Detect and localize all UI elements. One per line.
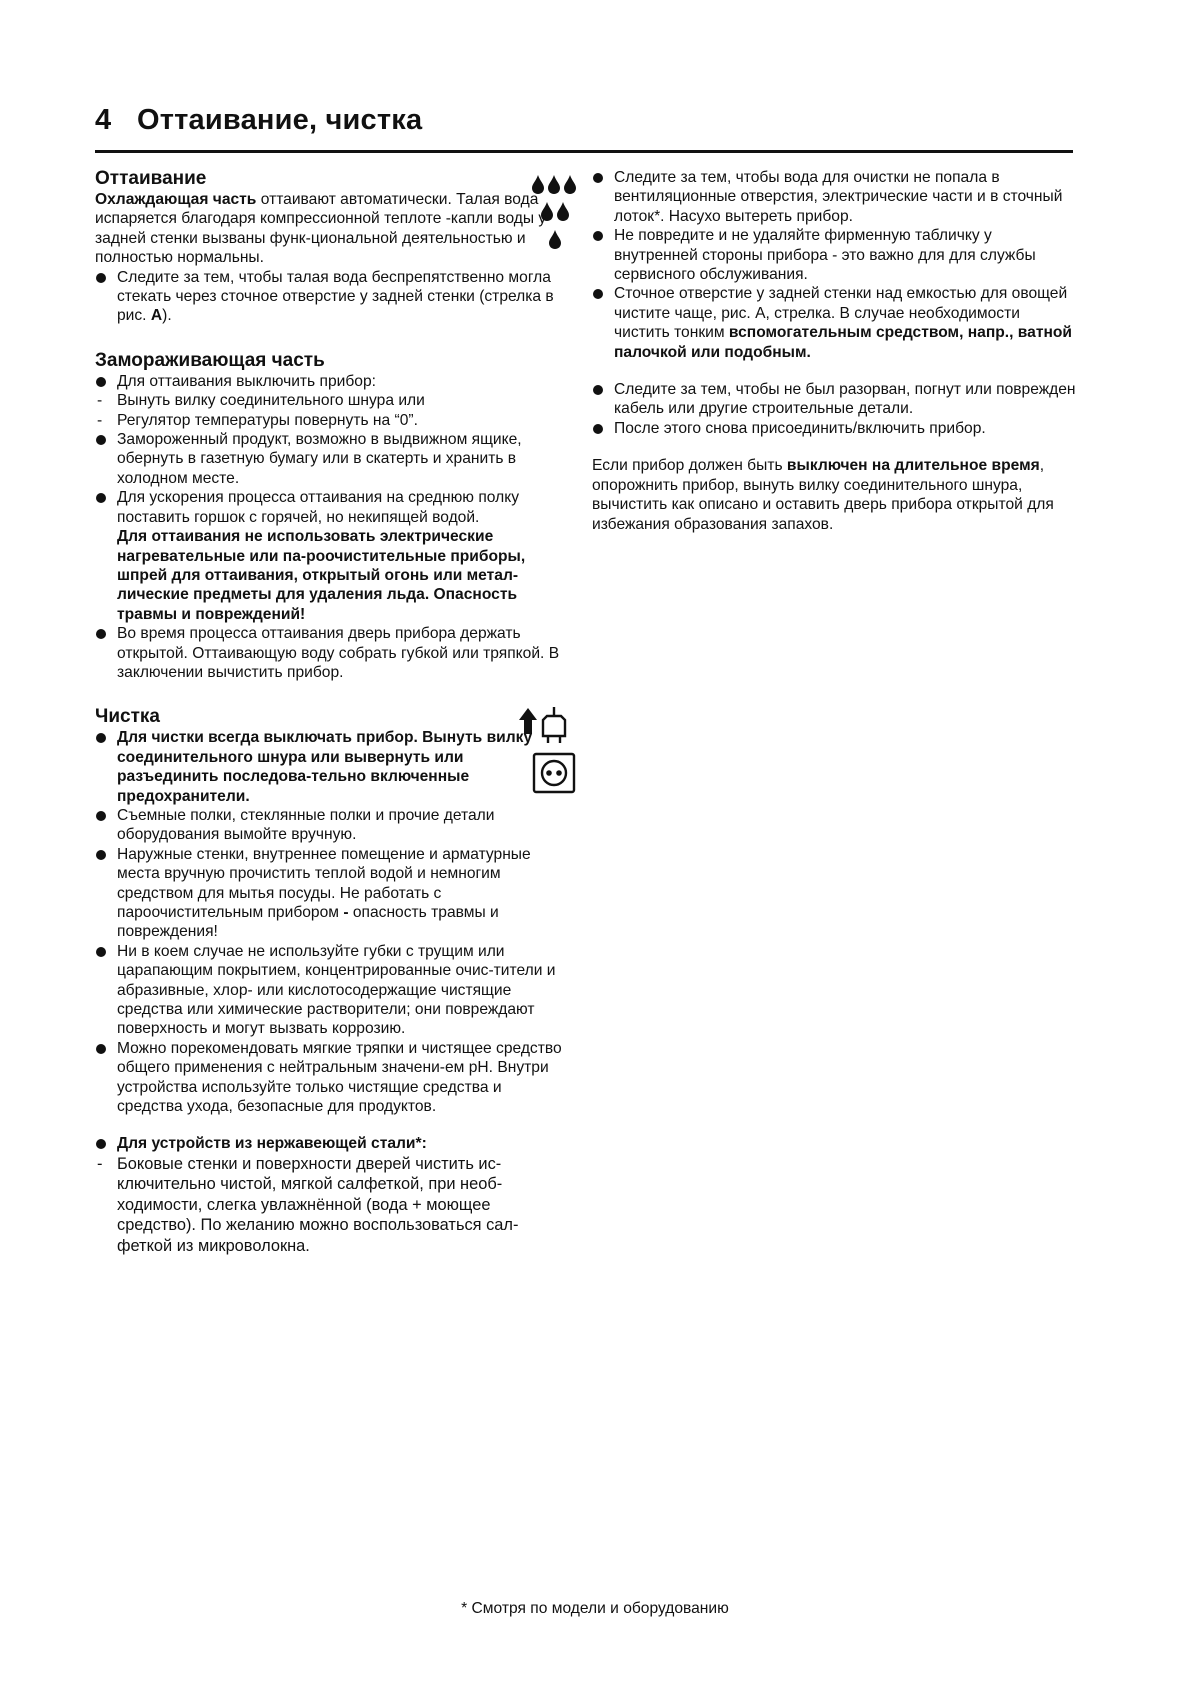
list-item: Следите за тем, чтобы вода для очистки не попала в вентиляционные отверстия, электрические части и в сточный лоток*. Насухо вытереть прибор. xyxy=(592,168,1077,226)
bullet-dot-icon xyxy=(593,289,603,299)
defrost-heading: Оттаивание xyxy=(95,168,207,189)
bullet-dot-icon xyxy=(96,1044,106,1054)
list-item: Сточное отверстие у задней стенки над емкостью для овощей чистите чаще, рис. А, стрелка. В случае необходимости чистить тонким вспомогательным средством, напр., ватной палочкой или подобным. xyxy=(592,284,1077,362)
list-item: Следите за тем, чтобы талая вода беспрепятственно могла стекать через сточное отверстие у задней стенки (стрелка в рис. A). xyxy=(95,268,570,326)
bullet-dot-icon xyxy=(593,385,603,395)
list-item: Замороженный продукт, возможно в выдвижном ящике, обернуть в газетную бумагу или в скатерть и хранить в холодном месте. xyxy=(95,430,570,488)
list-item: - Боковые стенки и поверхности дверей чистить ис-ключительно чистой, мягкой салфеткой, при необ-ходимости, слегка увлажнённой (вода + моющее средство). По желанию можно воспользоваться сал-феткой из микроволокна. xyxy=(97,1154,519,1255)
chapter-title: Оттаивание, чистка xyxy=(137,104,423,136)
bullet-dot-icon xyxy=(593,231,603,241)
right-column xyxy=(592,168,1077,534)
page-title xyxy=(95,104,422,137)
list-item: Следите за тем, чтобы не был разорван, погнут или поврежден кабель или другие строительные детали. xyxy=(592,380,1077,419)
bullet-dot-icon xyxy=(593,424,603,434)
cleaning-heading: Чистка xyxy=(95,706,160,728)
bullet-dot-icon xyxy=(593,173,603,183)
bullet-dot-icon xyxy=(96,435,106,445)
left-column xyxy=(95,168,570,1256)
title-rule xyxy=(95,150,1073,153)
list-item: После этого снова присоединить/включить прибор. xyxy=(592,419,1077,438)
list-item: Не повредите и не удаляйте фирменную табличку у внутренней стороны прибора - это важно для для службы сервисного обслуживания. xyxy=(592,226,1077,284)
bullet-dot-icon xyxy=(96,811,106,821)
footnote: * Смотря по модели и оборудованию xyxy=(461,1600,729,1617)
bullet-dot-icon xyxy=(96,273,106,283)
bullet-dot-icon xyxy=(96,1139,106,1149)
list-item: Для оттаивания выключить прибор: xyxy=(95,372,570,391)
list-item: Наружные стенки, внутреннее помещение и арматурные места вручную прочистить теплой водой и немногим средством для мытья посуды. Не работать с пароочистительным прибором - опасность травмы и повреждения! xyxy=(95,845,570,942)
list-item: Для чистки всегда выключать прибор. Вынуть вилку соединительного шнура или вывернуть или разъединить последова-тельно включенные предохранители. xyxy=(95,728,537,806)
chapter-number: 4 xyxy=(95,104,112,136)
bullet-dot-icon xyxy=(96,947,106,957)
list-item: - Вынуть вилку соединительного шнура или xyxy=(97,392,425,410)
list-item: - Регулятор температуры повернуть на “0”. xyxy=(97,411,418,429)
bullet-dot-icon xyxy=(96,377,106,387)
defrost-warning: Для оттаивания не использовать электрические нагревательные или па-роочистительные приборы, шпрей для оттаивания, открытый огонь или метал-лические предметы для удаления льда. Опасность травмы и повреждений! xyxy=(117,528,526,623)
list-item: Для устройств из нержавеющей стали*: xyxy=(95,1134,570,1153)
defrost-intro: Охлаждающая часть оттаивают автоматически. Талая вода испаряется благодаря компрессионной теплоте -капли воды у задней стенки вызваны функ-циональной деятельностью и полностью нормальны. xyxy=(95,191,547,267)
list-item: Ни в коем случае не используйте губки с трущим или царапающим покрытием, концентрированные очис-тители и абразивные, хлор- или кислотосодержащие чистящие средства или химические растворители; они повреждают поверхность и могут вызвать коррозию. xyxy=(95,942,570,1039)
bullet-dot-icon xyxy=(96,850,106,860)
list-item: Съемные полки, стеклянные полки и прочие детали оборудования вымойте вручную. xyxy=(95,806,570,845)
bullet-dot-icon xyxy=(96,733,106,743)
list-item: Можно порекомендовать мягкие тряпки и чистящее средство общего применения с нейтральным значени-ем pH. Внутри устройства используйте только чистящие средства и средства ухода, безопасные для продуктов. xyxy=(95,1039,570,1117)
long-term-shutdown-paragraph: Если прибор должен быть выключен на длительное время, опорожнить прибор, вынуть вилку соединительного шнура, вычистить как описано и оставить дверь прибора открытой для избежания образования запахов. xyxy=(592,457,1054,533)
bullet-dot-icon xyxy=(96,629,106,639)
list-item: Во время процесса оттаивания дверь прибора держать открытой. Оттаивающую воду собрать губкой или тряпкой. В заключении вычистить прибор. xyxy=(95,624,570,682)
freezer-heading: Замораживающая часть xyxy=(95,349,325,371)
list-item: Для ускорения процесса оттаивания на среднюю полку поставить горшок с горячей, но некипящей водой. Для оттаивания не использовать электрические нагревательные или па-роочистительные приборы, шпрей для оттаивания, открытый огонь или метал-лические предметы для удаления льда. Опасность травмы и повреждений! xyxy=(95,488,570,624)
bullet-dot-icon xyxy=(96,493,106,503)
